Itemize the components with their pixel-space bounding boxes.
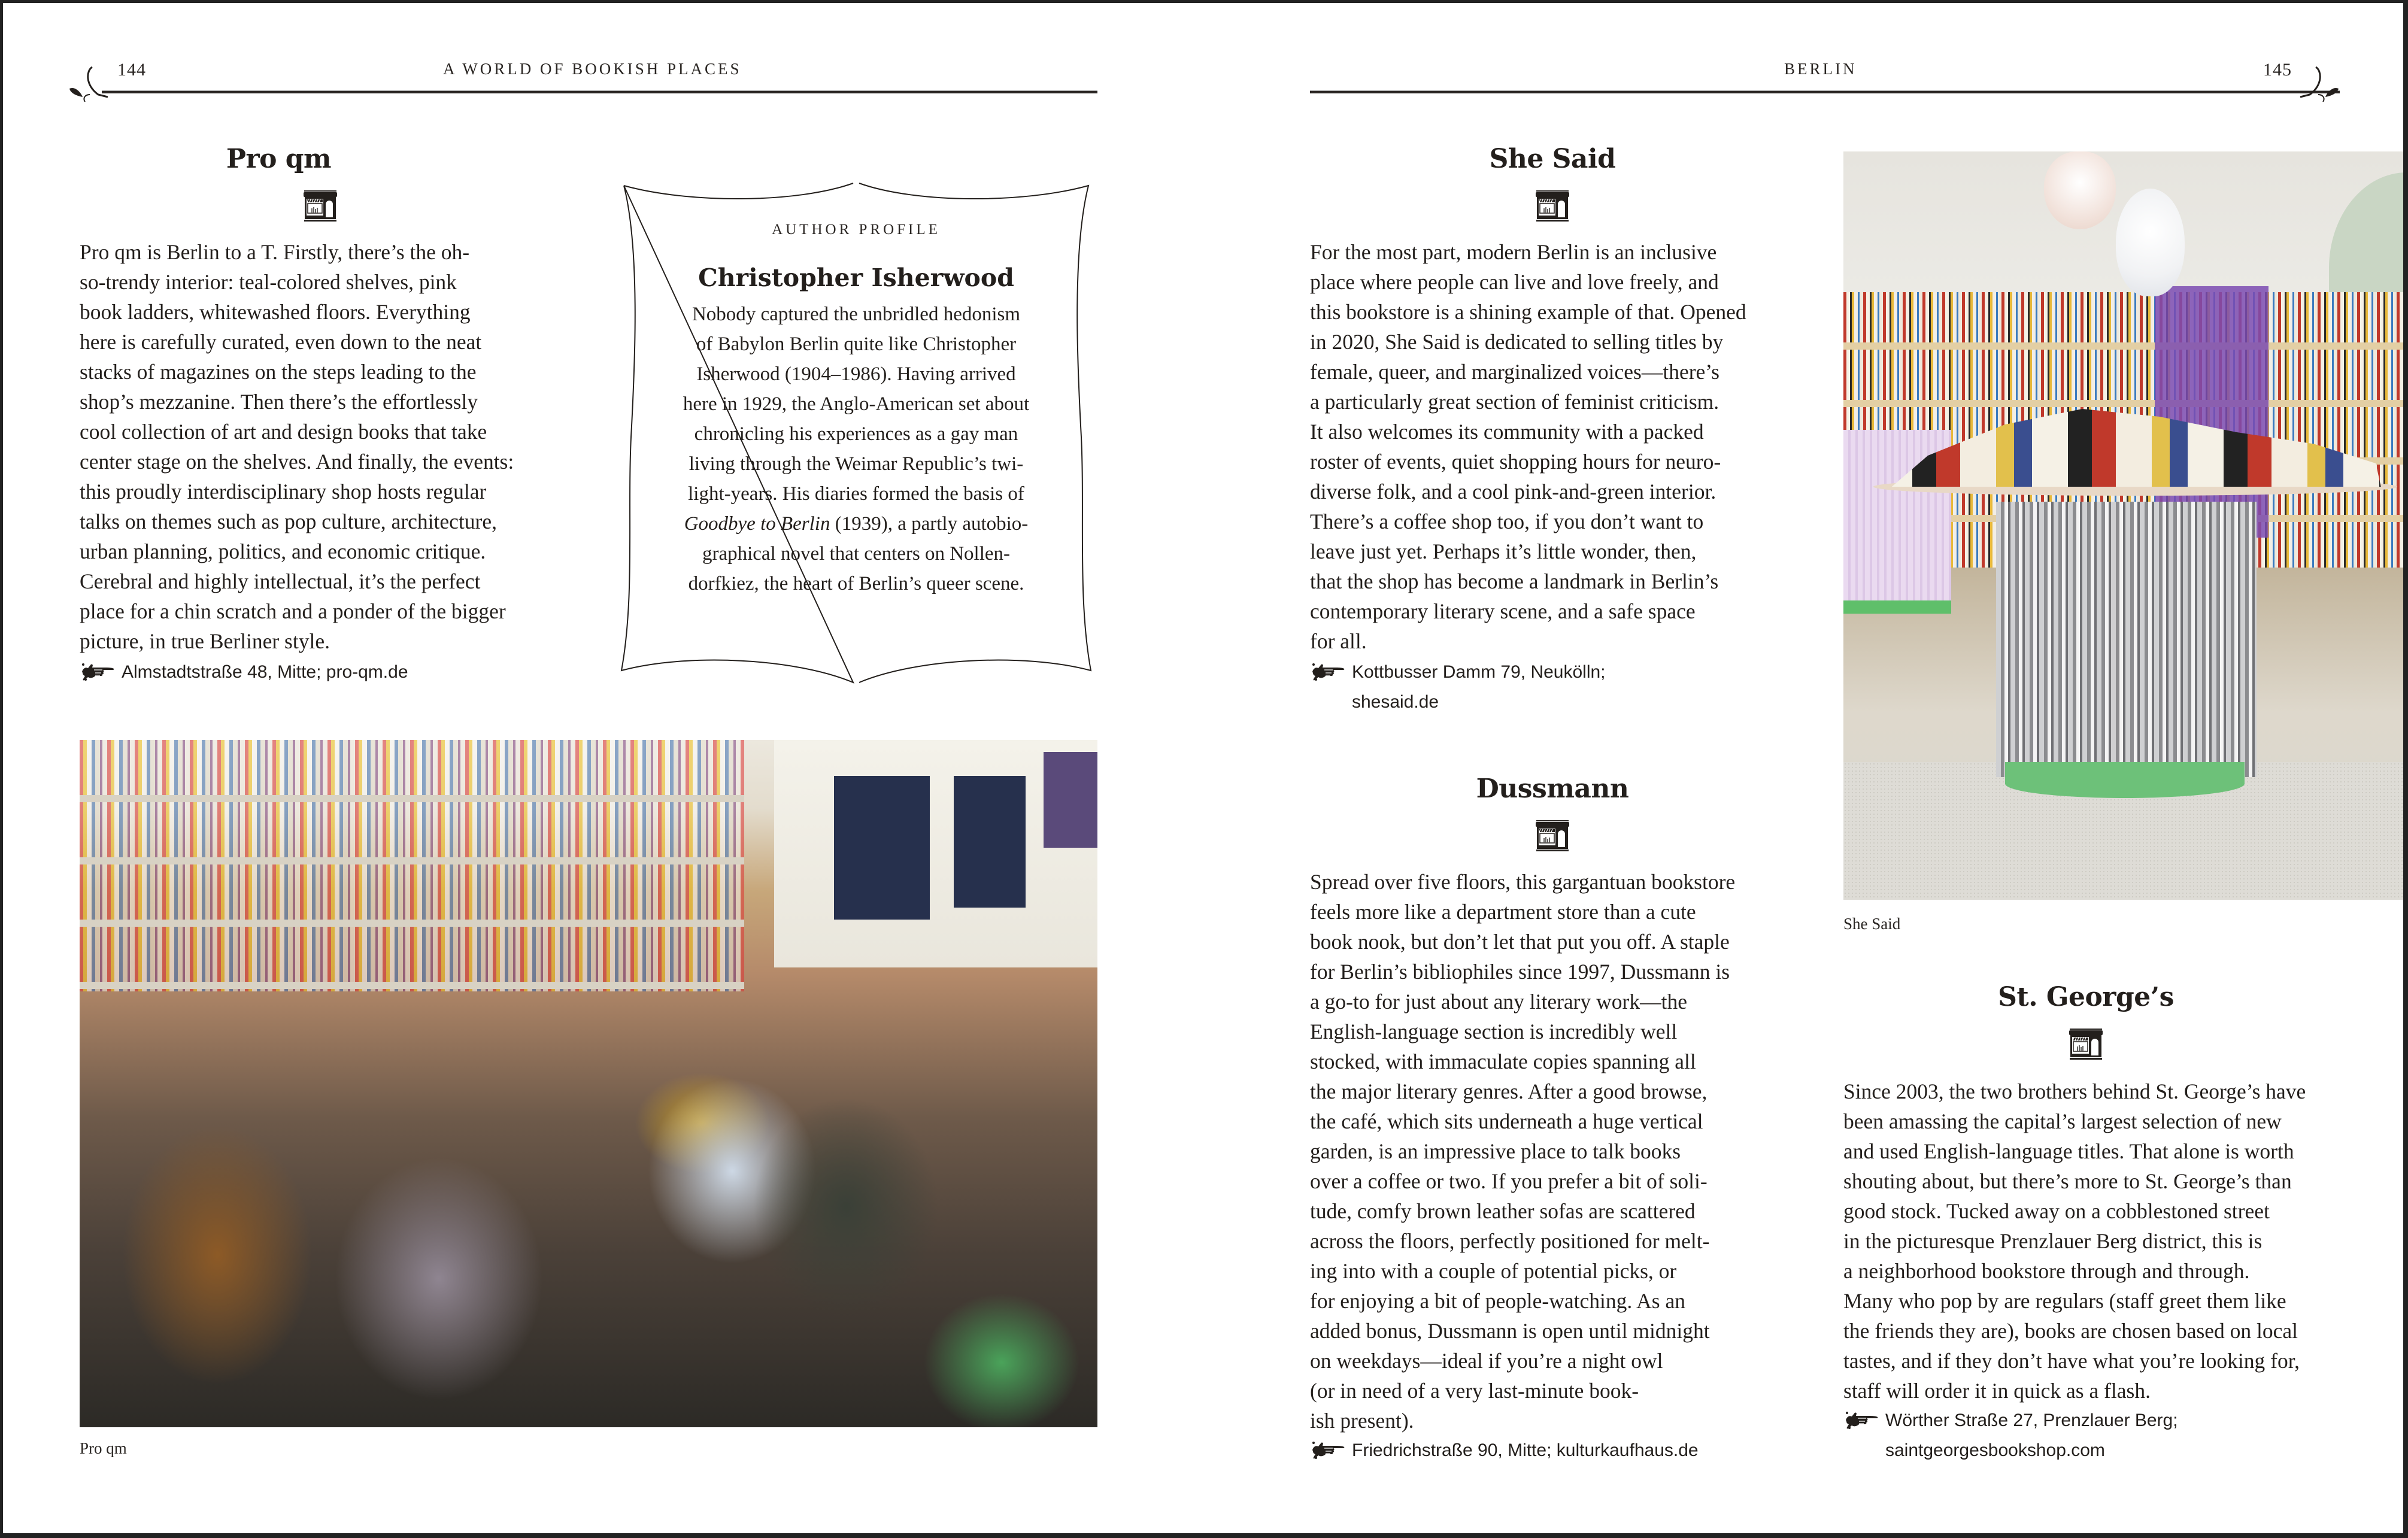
shop-title-dussmann: Dussmann [1476,773,1629,804]
photo-caption-she-said: She Said [1843,915,1901,933]
address-line: Kottbusser Damm 79, Neukölln; [1352,662,1606,682]
address-link[interactable]: shesaid.de [1352,692,1439,712]
author-profile-kicker: AUTHOR PROFILE [772,222,941,238]
header-rule-right [1310,90,2340,93]
storefront-icon [1534,190,1570,222]
pendant-lamp [2116,189,2185,296]
pointing-hand-icon [1310,661,1345,681]
photo-she-said [1843,151,2407,900]
page-number-right: 145 [2263,60,2292,80]
author-profile-box [617,180,1096,694]
shop-address-she-said [1310,657,1801,717]
shop-address-st-georges [1843,1406,2358,1466]
flourish-right-icon [2299,66,2341,102]
shop-address-dussmann [1310,1436,1801,1466]
pointing-hand-icon [80,661,114,681]
pointing-hand-icon [1310,1439,1345,1460]
pointing-hand-icon [1843,1409,1878,1430]
address-link[interactable]: Friedrichstraße 90, Mitte; kulturkaufhaus.de [1352,1440,1699,1460]
address-link[interactable]: Almstadtstraße 48, Mitte; pro-qm.de [122,662,408,682]
address-link[interactable]: saintgeorgesbookshop.com [1885,1440,2105,1460]
shop-title-st-georges: St. George’s [1998,982,2174,1012]
shop-body-pro-qm: Pro qm is Berlin to a T. Firstly, there’s the oh- so-trendy interior: teal-colored shelves, pink book ladders, whitewashed floors. Everything here is carefully curated, even down to the neat stacks of magazines on the steps leading to the shop’s mezzanine. Then there’s the effortlessly cool collection of art and design books that take center stage on the shelves. And finally, the events: this proudly interdisciplinary shop hosts regular talks on themes such as pop culture, architecture, urban planning, politics, and economic critique. Cerebral and highly intellectual, it’s the perfect place for a chin scratch and a ponder of the bigger picture, in true Berliner style. [80,240,514,653]
author-name: Christopher Isherwood [698,263,1014,292]
pendant-lamp [2044,151,2116,229]
author-bio: Nobody captured the unbridled hedonism of Babylon Berlin quite like Christopher Isherwood (1904–1986). Having arrived here in 1929, the Anglo-American set about chronicling his experiences as a gay man living through the Weimar Republic’s twi- light-years. His diaries formed the basis of Goodbye to Berlin (1939), a partly autobio- graphical novel that centers on Nollen- dorfkiez, the heart of Berlin’s queer scene. [683,304,1030,594]
photo-caption-pro-qm: Pro qm [80,1439,127,1457]
storefront-icon [302,190,338,222]
storefront-icon [1534,820,1570,851]
shop-body-st-georges: Since 2003, the two brothers behind St. George’s have been amassing the capital’s largest selection of new and used English-language titles. That alone is worth shouting about, but there’s more to St. George’s than good stock. Tucked away on a cobblestoned street in the picturesque Prenzlauer Berg district, this is a neighborhood bookstore through and through. Many who pop by are regulars (staff greet them like the friends they are), books are chosen based on local tastes, and if they don’t have what you’re looking for, staff will order it in quick as a flash. [1843,1079,2306,1403]
flourish-left-icon [67,66,109,102]
shop-title-she-said: She Said [1489,144,1616,174]
shop-body-she-said: For the most part, modern Berlin is an inclusive place where people can live and love freely, and this bookstore is a shining example of that. Opened in 2020, She Said is dedicated to selling titles by female, queer, and marginalized voices—there’s a particularly great section of feminist criticism. It also welcomes its community with a packed roster of events, quiet shopping hours for neuro- diverse folk, and a cool pink-and-green interior. There’s a coffee shop too, if you don’t want to leave just yet. Perhaps it’s little wonder, then, that the shop has become a landmark in Berlin’s contemporary literary scene, and a safe space for all. [1310,240,1746,653]
shop-address-pro-qm [80,657,559,687]
header-rule-left [102,90,1097,93]
book-title-italic: Goodbye to Berlin [684,513,830,535]
page-number-left: 144 [117,60,146,80]
photo-pro-qm [80,740,1097,1427]
shop-title-pro-qm: Pro qm [226,144,332,174]
shop-body-dussmann: Spread over five floors, this gargantuan bookstore feels more like a department store than a cute book nook, but don’t let that put you off. A staple for Berlin’s bibliophiles since 1997, Dussmann is a go-to for just about any literary work—the English-language section is incredibly well stocked, with immaculate copies spanning all the major literary genres. After a good browse, the café, which sits underneath a huge vertical garden, is an impressive place to talk books over a coffee or two. If you prefer a bit of soli- tude, comfy brown leather sofas are scattered across the floors, perfectly positioned for melt- ing into with a couple of potential picks, or for enjoying a bit of people-watching. As an added bonus, Dussmann is open until midnight on weekdays—ideal if you’re a night owl (or in need of a very last-minute book- ish present). [1310,870,1736,1433]
address-line: Wörther Straße 27, Prenzlauer Berg; [1885,1410,2178,1430]
running-head-left: A WORLD OF BOOKISH PLACES [443,60,742,78]
storefront-icon [2068,1029,2104,1060]
running-head-right: BERLIN [1784,60,1857,78]
